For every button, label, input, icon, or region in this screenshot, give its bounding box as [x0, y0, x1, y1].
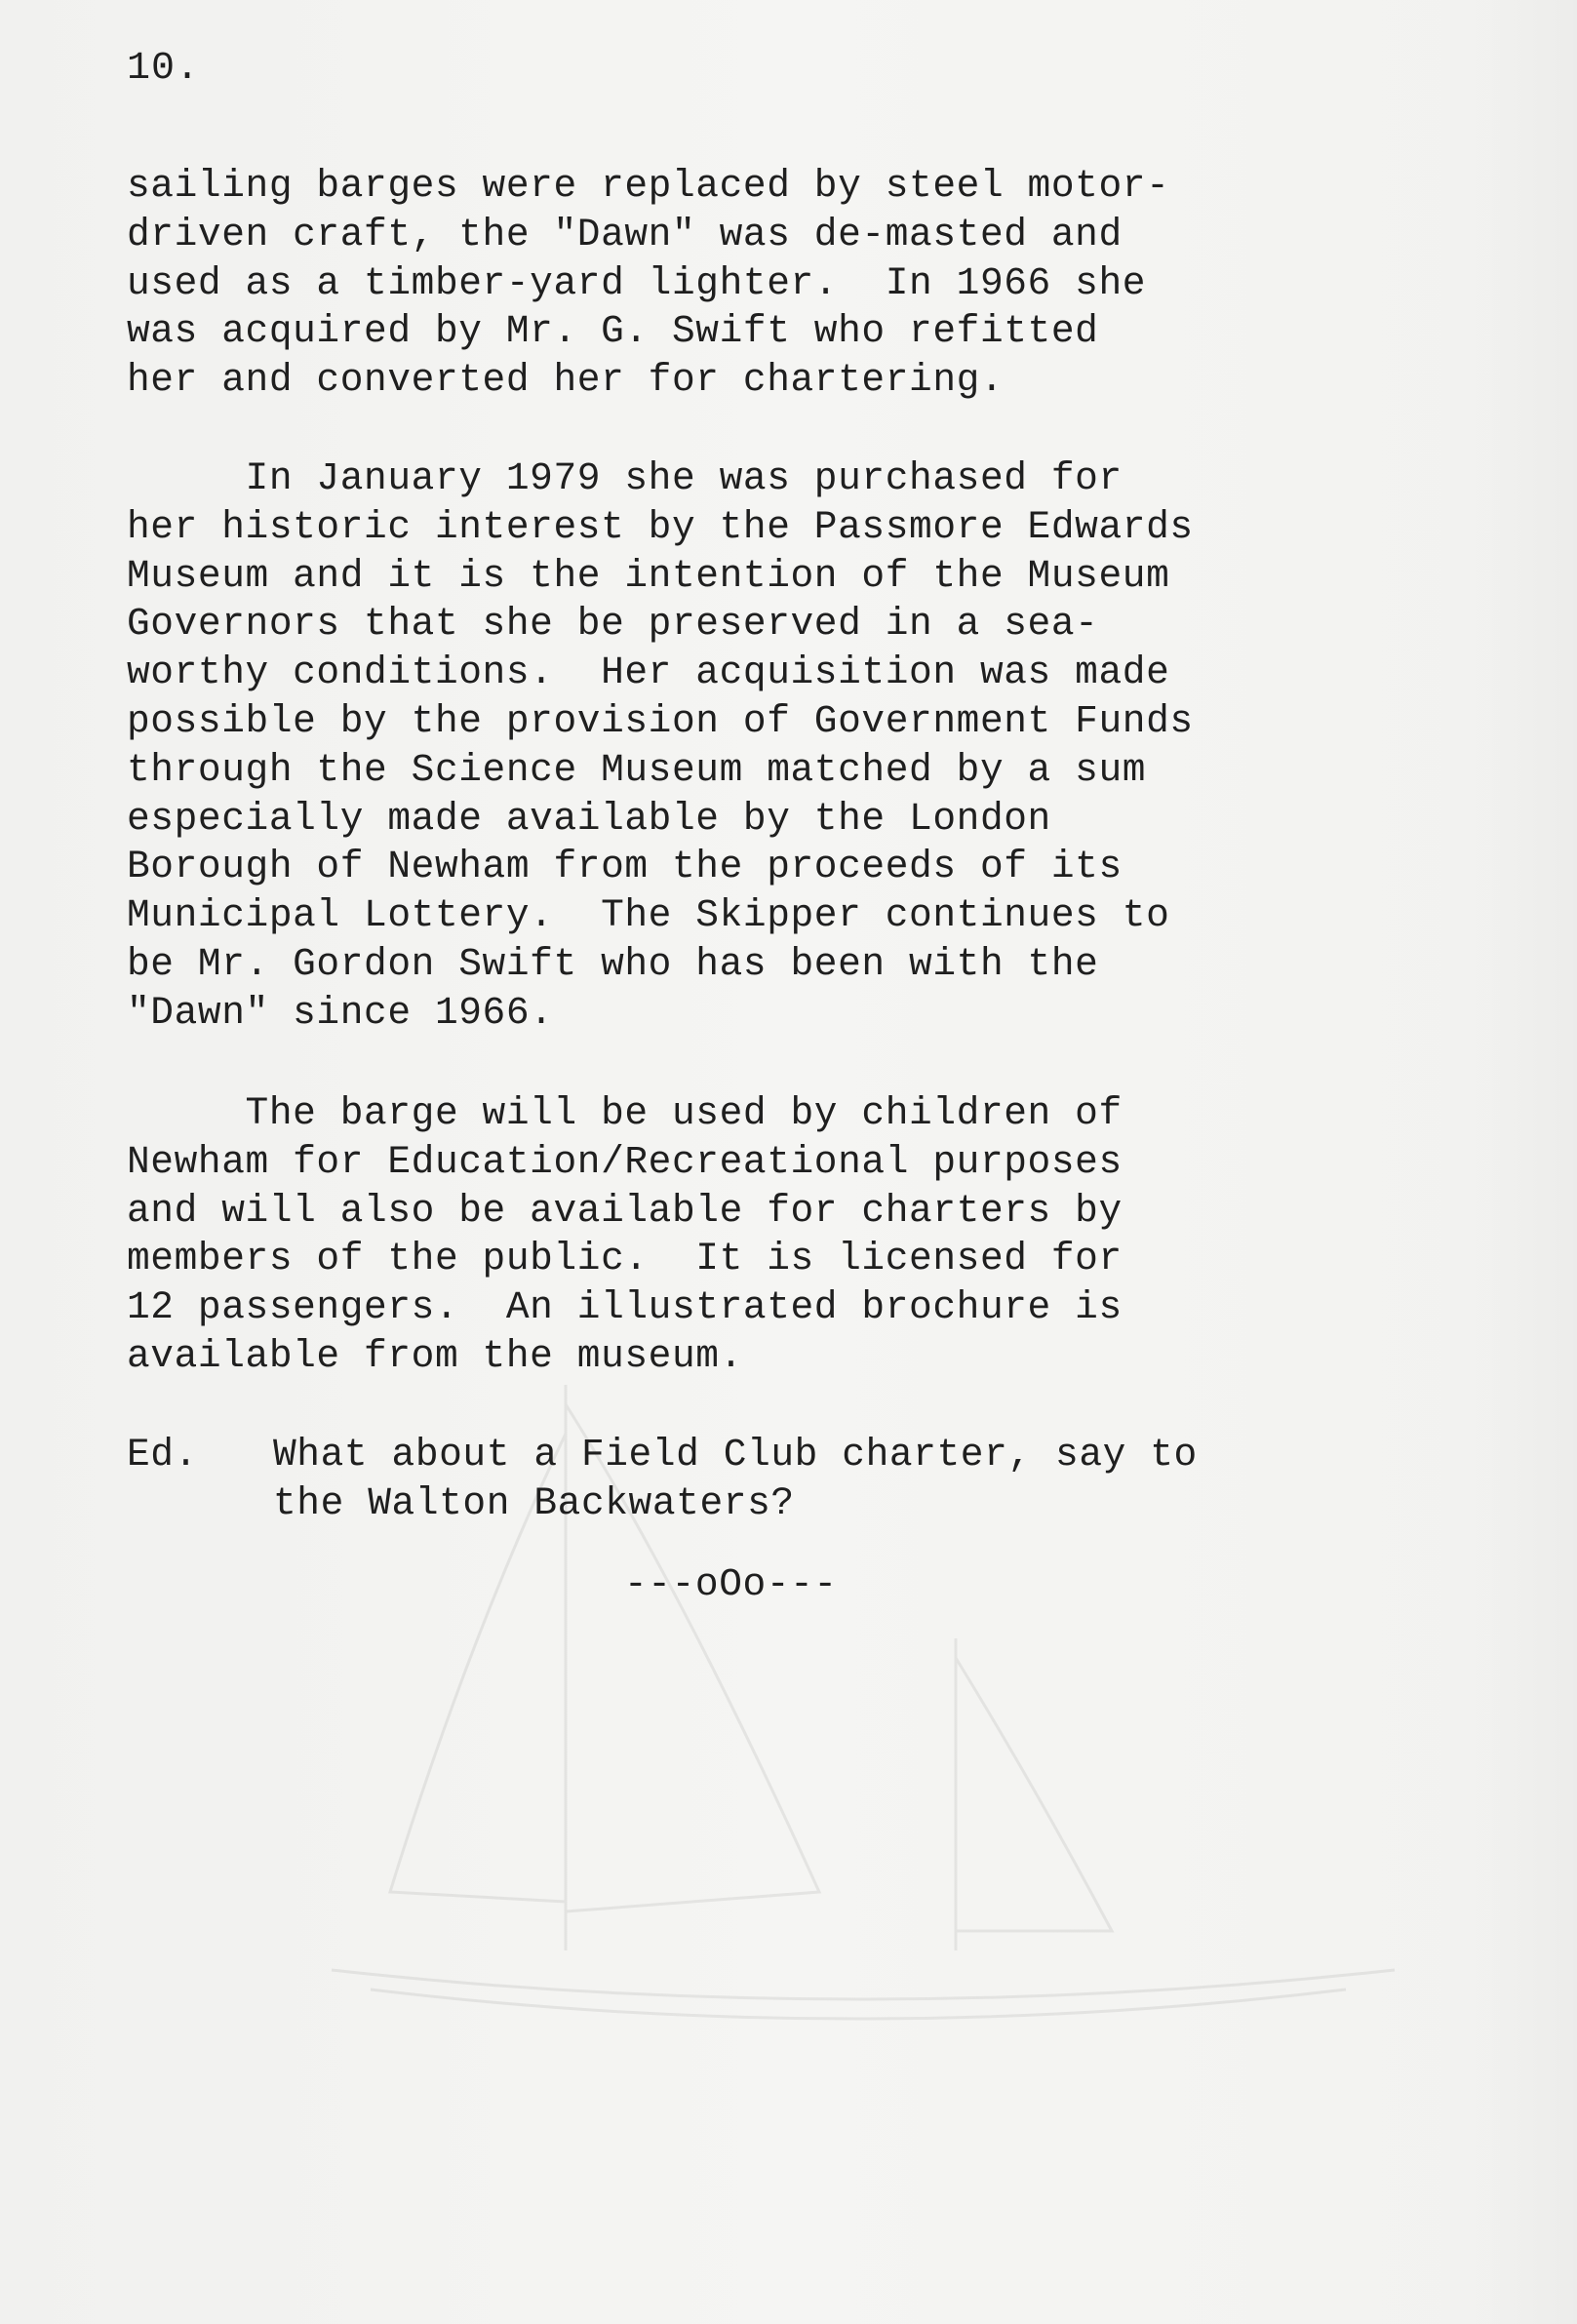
paragraph-barge-history: sailing barges were replaced by steel motor- driven craft, the "Dawn" was de-masted and used as a timber-yard lighter. In 1966 she was acquired by Mr. G. Swift who refitted her and converted her for chartering. — [127, 164, 1170, 403]
section-separator: ---oOo--- — [624, 1562, 838, 1606]
paragraph-barge-usage: The barge will be used by children of Newham for Education/Recreational purposes and will also be available for charters by members of the public. It is licensed for 12 passengers. An illustrated brochure is available from the museum. — [127, 1091, 1123, 1378]
paragraph-museum-purchase: In January 1979 she was purchased for her historic interest by the Passmore Edwards Museum and it is the intention of the Museum Governors that she be preserved in a sea- worthy conditions. Her acquisition was made possible by the provision of Government Funds through the Science Museum matched by a sum especially made available by the London Borough of Newham from the proceeds of its Municipal Lottery. The Skipper continues to be Mr. Gordon Swift who has been with the "Dawn" since 1966. — [127, 456, 1194, 1035]
page-edge-shading — [1460, 0, 1577, 2324]
editor-note-label: Ed. — [127, 1433, 198, 1477]
editor-note-text: What about a Field Club charter, say to the Walton Backwaters? — [273, 1433, 1198, 1525]
page-number: 10. — [127, 47, 201, 91]
